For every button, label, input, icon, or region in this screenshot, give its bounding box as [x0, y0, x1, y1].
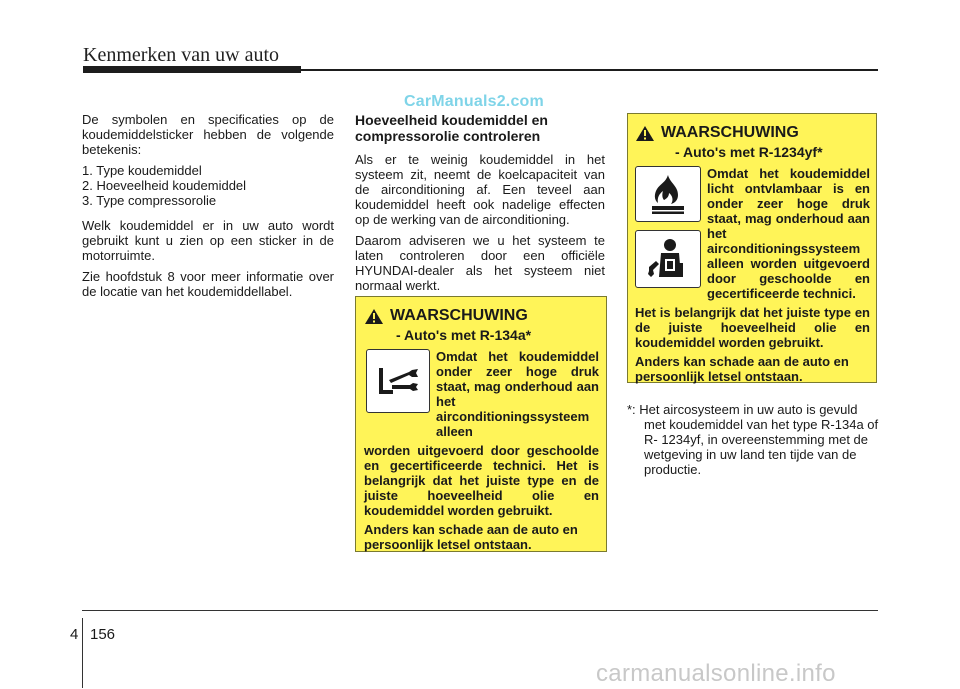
specification-list — [82, 163, 334, 208]
list-item: 3. Type compressorolie — [82, 193, 217, 208]
middle-column — [355, 112, 605, 299]
list-item: 1. Type koudemiddel — [82, 163, 202, 178]
technician-icon — [635, 230, 701, 288]
warning-icon-stack — [635, 166, 701, 301]
warning-title: WAARSCHUWING — [390, 307, 528, 324]
footnote — [627, 402, 879, 477]
warning-title: WAARSCHUWING — [661, 124, 799, 141]
warning-triangle-icon — [364, 308, 384, 325]
flame-icon — [635, 166, 701, 222]
warning-subtitle: - Auto's met R-1234yf* — [675, 144, 823, 160]
list-item: 2. Hoeveelheid koudemiddel — [82, 178, 247, 193]
warning-subtitle: - Auto's met R-134a* — [396, 327, 532, 343]
chapter-title: Kenmerken van uw auto — [83, 44, 280, 66]
intro-paragraph: De symbolen en specificaties op de koudemiddelsticker hebben de volgende betekenis: — [82, 112, 334, 157]
section-heading: Hoeveelheid koudemiddel en compressorolie controleren — [355, 112, 548, 144]
sticker-paragraph: Welk koudemiddel er in uw auto wordt gebruikt kunt u zien op een sticker in de motorruimte. — [82, 218, 334, 263]
page-number: 156 — [90, 626, 116, 643]
warning-body: worden uitgevoerd door geschoolde en gecertificeerde technici. Het is belangrijk dat het juiste type en de juiste hoeveelheid olie en koudemiddel worden gebruikt. — [364, 443, 599, 518]
left-column — [82, 112, 334, 305]
header-rule — [301, 69, 878, 71]
footnote-text: *: Het aircosysteem in uw auto is gevuld met koudemiddel van het type R-134a of R- 1234yf, in overeenstemming met de wetgeving in uw land ten tijde van de productie. — [627, 402, 879, 477]
warning-triangle-icon — [635, 125, 655, 142]
warning-heading — [364, 307, 599, 325]
warning-heading — [635, 124, 870, 142]
dealer-paragraph: Daarom adviseren we u het systeem te laten controleren door een officiële HYUNDAI-dealer als het systeem niet normaal werkt. — [355, 233, 605, 293]
footer-divider — [82, 618, 83, 688]
warning-body: Het is belangrijk dat het juiste type en de juiste hoeveelheid olie en koudemiddel worden gebruikt. — [635, 305, 870, 350]
watermark-top: CarManuals2.com — [404, 93, 544, 110]
chapter-number: 4 — [70, 626, 79, 643]
warning-icon-text: Omdat het koudemiddel licht ontvlambaar is en onder zeer hoge druk staat, mag onderhoud aan het airconditioningssysteem alleen worden uitgevoerd door geschoolde en gecertificeerde technici. — [707, 166, 870, 301]
chapter-reference-paragraph: Zie hoofdstuk 8 voor meer informatie over de locatie van het koudemiddellabel. — [82, 269, 334, 299]
footer-rule — [82, 610, 878, 611]
watermark-bottom: carmanualsonline.info — [596, 660, 836, 687]
warning-icon-row — [635, 166, 870, 305]
warning-icon-text: Omdat het koudemiddel onder zeer hoge druk staat, mag onderhoud aan het airconditioningssysteem alleen — [436, 349, 599, 439]
wrench-service-icon — [366, 349, 430, 413]
warning-box-r134a — [355, 296, 607, 552]
warning-closing: Anders kan schade aan de auto en persoonlijk letsel ontstaan. — [364, 522, 578, 552]
warning-box-r1234yf — [627, 113, 877, 383]
header-bar — [83, 66, 301, 73]
warning-icon-row — [364, 349, 599, 443]
warning-closing: Anders kan schade aan de auto en persoonlijk letsel ontstaan. — [635, 354, 849, 384]
cooling-paragraph: Als er te weinig koudemiddel in het systeem zit, neemt de koelcapaciteit van de airconditioning af. Een teveel aan koudemiddel heeft ook nadelige effecten op de werking van de airconditioning. — [355, 152, 605, 227]
